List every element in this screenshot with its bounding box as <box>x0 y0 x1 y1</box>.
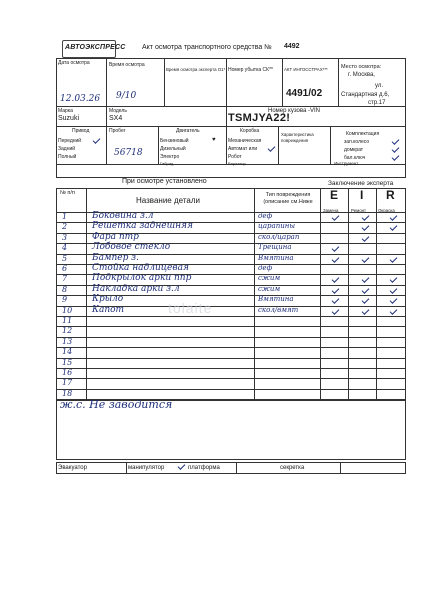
expert-sub-repair: Ремонт <box>351 208 367 213</box>
row-number: 2 <box>62 222 68 232</box>
expert-e: E <box>330 188 339 202</box>
row-part-name: Накладка арки з.л <box>92 283 180 294</box>
footer-manipulator: манипулятор <box>128 465 165 471</box>
row-number: 5 <box>62 253 68 263</box>
complect-option-1: зап.колесо <box>344 139 370 145</box>
expert-i: I <box>360 188 364 202</box>
row-number: 11 <box>62 316 73 325</box>
row-number: 6 <box>62 264 68 273</box>
label-drive: Привод <box>72 128 90 134</box>
drive-option-2: Задний <box>58 146 76 152</box>
label-time: Время осмотра <box>109 62 145 68</box>
row-damage-type: сжим <box>258 284 281 293</box>
row-part-name: Фара птр <box>92 231 139 242</box>
row-damage-type: деф <box>258 212 273 220</box>
gearbox-option-3: Робот <box>228 154 242 160</box>
value-place-1: г. Москва, <box>348 72 375 78</box>
row-damage-type: Вмятина <box>258 295 294 304</box>
engine-option-1: Бензиновый <box>160 138 189 144</box>
row-number: 17 <box>62 378 73 388</box>
row-number: 12 <box>62 326 73 336</box>
col-damage-header: Тип повреждения (описание см.Ниже <box>263 192 313 205</box>
complect-option-3: бал.ключ <box>344 155 366 161</box>
row-part-name: Крыло <box>92 294 124 305</box>
row-part-name: Капот <box>92 304 125 315</box>
label-damage-char: Характеристика повреждения <box>281 132 314 143</box>
expert-sub-paint: Окраска <box>378 208 395 213</box>
row-part-name: Стойка надлицевая <box>92 263 189 273</box>
row-part-name: Бампер з. <box>92 252 139 263</box>
footer-box <box>56 462 406 474</box>
label-mileage: Пробег <box>109 128 126 134</box>
value-place-2: ул. <box>375 83 384 89</box>
complect-option-2: домкрат <box>344 147 364 153</box>
value-place-4: стр.17 <box>368 100 386 106</box>
row-number: 16 <box>62 368 73 377</box>
row-damage-type: Вмятина <box>258 253 294 262</box>
row-number: 7 <box>62 274 68 284</box>
complect-option-4: Инструмент <box>334 161 359 166</box>
label-engine: Двигатель <box>176 128 200 134</box>
row-number: 15 <box>62 357 73 367</box>
watermark: tolaite <box>168 300 213 316</box>
drive-option-1: Передний <box>58 138 82 144</box>
engine-option-2: Дизельный <box>160 146 186 152</box>
label-model: Модель <box>109 108 127 114</box>
document-number: 4492 <box>284 43 300 50</box>
label-vin: Номер кузова -VIN <box>268 108 320 114</box>
row-number: 8 <box>62 284 68 294</box>
row-damage-type: деф <box>258 264 273 272</box>
value-act-number: 4491/02 <box>286 88 323 99</box>
col-name-header: Название детали <box>136 196 200 205</box>
gearbox-option-2: Автомат или <box>228 146 258 152</box>
row-part-name: Подкрылок арки ппр <box>92 273 192 284</box>
gearbox-option-4: Вариатор <box>228 161 246 166</box>
value-mileage: 56718 <box>114 148 143 158</box>
expert-title: Заключение эксперта <box>328 180 394 187</box>
row-number: 13 <box>62 336 73 346</box>
row-number: 14 <box>62 347 73 357</box>
value-vin: TSMJYA22! <box>228 112 291 124</box>
row-number: 4 <box>62 243 68 253</box>
logo-text: АВТОЭКСПРЕСС <box>65 44 126 51</box>
value-make: Suzuki <box>58 115 80 122</box>
row-part-name: Боковина з.л <box>92 211 154 221</box>
label-make: Марка <box>58 108 73 114</box>
value-place-3: Стандартная д.6, <box>341 92 390 98</box>
value-model: SX4 <box>109 115 123 122</box>
col-num-header: № п/п <box>60 190 75 196</box>
logo <box>62 40 126 58</box>
notes-text: ж.с. Не заводится <box>60 398 173 411</box>
row-damage-type: Трещина <box>258 243 292 252</box>
label-date: Дата осмотра <box>58 60 90 66</box>
row-number: 1 <box>62 212 68 221</box>
gearbox-option-1: Механическая <box>228 138 262 144</box>
row-damage-type: скол/вмят <box>258 305 299 314</box>
row-damage-type: сжим <box>258 274 281 283</box>
row-damage-type: царапины <box>258 222 296 231</box>
row-part-name: Лобовое стекло <box>92 242 171 253</box>
row-number: 3 <box>62 232 68 242</box>
label-complect: Комплектация <box>346 131 380 137</box>
label-place: Место осмотра: <box>341 64 382 70</box>
expert-sub-replace: Замена <box>323 208 339 213</box>
row-part-name: Решетка заднешняя <box>92 221 193 232</box>
expert-r: R <box>386 188 395 202</box>
engine-mark-icon: ♥ <box>212 137 216 143</box>
row-damage-type: скол/царап <box>258 232 300 241</box>
engine-option-4: Гибрид <box>160 161 174 166</box>
label-claim-number: Номер убытка СК** <box>228 67 273 73</box>
value-time: 9/10 <box>116 91 137 101</box>
footer-lock: секретка <box>280 465 305 471</box>
engine-option-3: Электро <box>160 154 180 160</box>
document-title: Акт осмотра транспортного средства № <box>142 44 272 51</box>
footer-platform: платформа <box>188 465 220 471</box>
label-act-number: АКТ ИНГОССТРАХ*** <box>284 67 328 72</box>
section-title: При осмотре установлено <box>122 178 207 185</box>
row-number: 18 <box>62 388 73 398</box>
row-number: 9 <box>62 295 68 305</box>
label-gearbox: Коробка <box>240 128 260 134</box>
value-date: 12.03.26 <box>60 94 101 104</box>
row-number: 10 <box>62 305 73 315</box>
footer-tow: Эвакуатор <box>58 465 87 471</box>
label-expert-time: Время осмотра эксперта О1* <box>166 67 226 72</box>
drive-option-3: Полный <box>58 154 77 160</box>
